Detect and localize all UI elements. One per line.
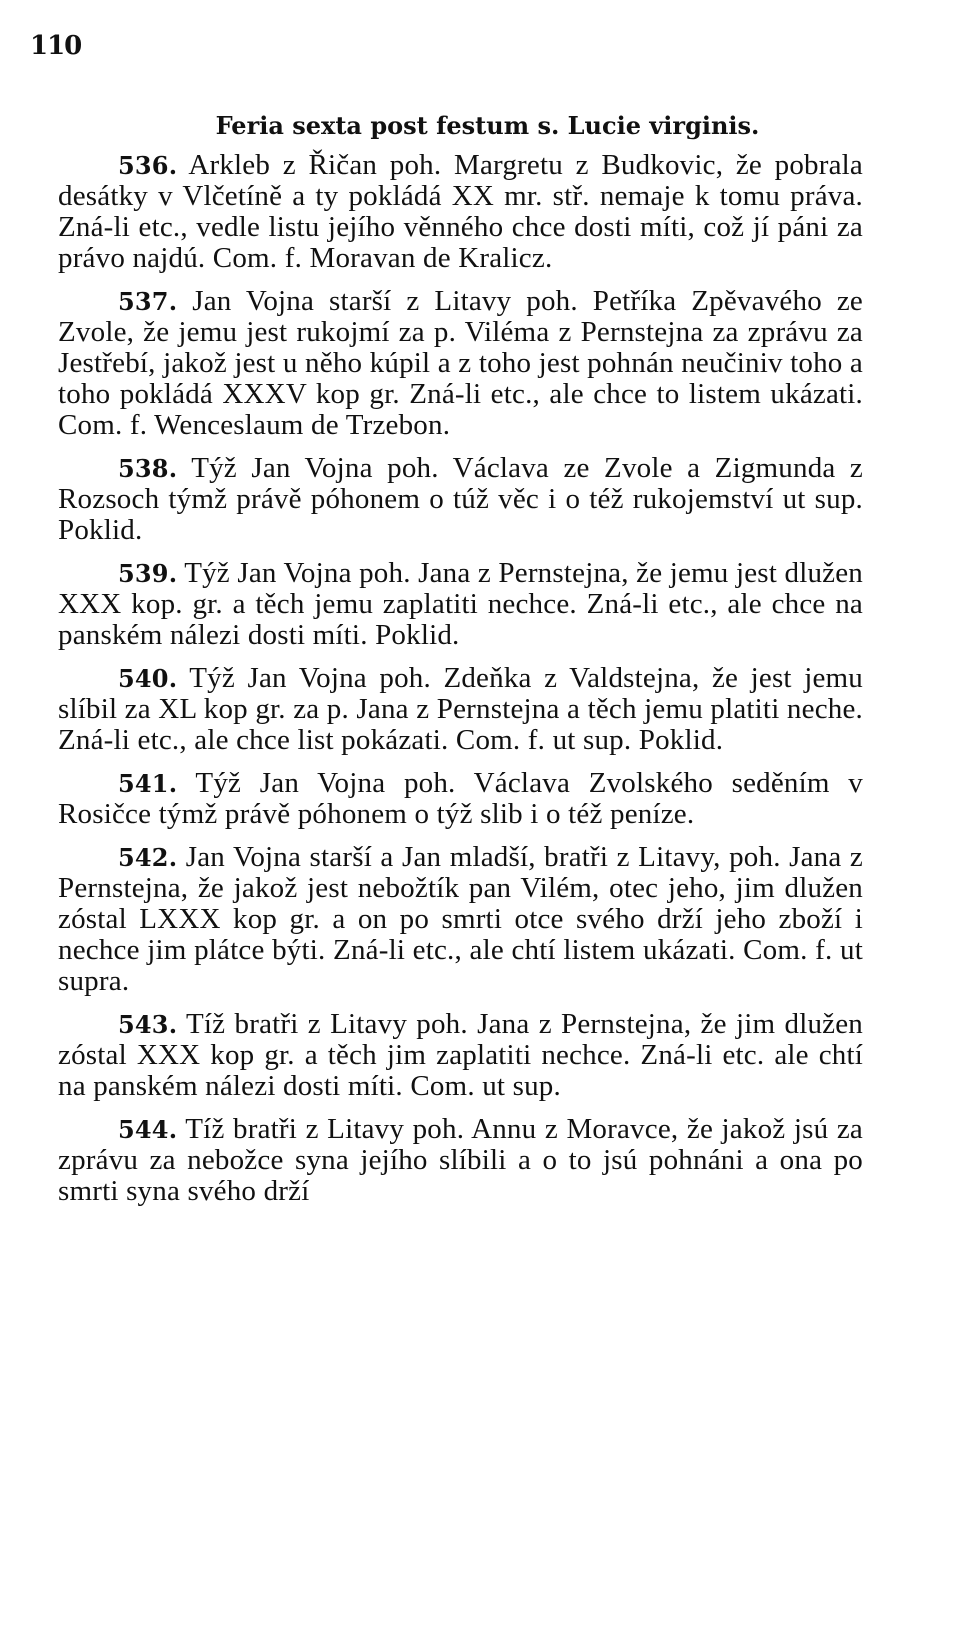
section-heading: Feria sexta post festum s. Lucie virginis.	[215, 111, 760, 140]
entry-541	[58, 768, 863, 830]
entry-number: 542.	[118, 843, 178, 872]
entry-text: Týž Jan Vojna poh. Václava Zvolského seděním v Rosičce týmž právě póhonem o týž slib i o též peníze.	[58, 767, 863, 830]
entry-text: Tíž bratři z Litavy poh. Annu z Moravce, že jakož jsú za zprávu za nebožce syna jejího slíbili a o to jsú pohnáni a ona po smrti syna svého drží	[58, 1113, 863, 1207]
entry-text: Týž Jan Vojna poh. Zdeňka z Valdstejna, že jest jemu slíbil za XL kop gr. za p. Jana z Pernstejna a těch jemu platiti neche. Zná-li etc., ale chce list pokázati. Com. f. ut sup. Poklid.	[58, 662, 863, 756]
entry-number: 540.	[118, 664, 178, 693]
entry-text: Týž Jan Vojna poh. Václava ze Zvole a Zigmunda z Rozsoch týmž právě póhonem o túž věc i o též rukojemství ut sup. Poklid.	[58, 452, 863, 546]
entry-536	[58, 150, 863, 274]
entry-number: 544.	[118, 1115, 178, 1144]
entry-538	[58, 453, 863, 546]
entry-number: 541.	[118, 769, 178, 798]
entry-539	[58, 558, 863, 651]
entry-542	[58, 842, 863, 997]
entry-number: 537.	[118, 287, 178, 316]
entry-537	[58, 286, 863, 441]
entry-544	[58, 1114, 863, 1207]
entry-number: 539.	[118, 559, 178, 588]
entry-text: Tíž bratři z Litavy poh. Jana z Pernstejna, že jim dlužen zóstal XXX kop gr. a těch jim zaplatiti nechce. Zná-li etc. ale chtí na panském nálezi dosti míti. Com. ut sup.	[58, 1008, 863, 1102]
entry-number: 543.	[118, 1010, 178, 1039]
entry-text: Jan Vojna starší a Jan mladší, bratři z Litavy, poh. Jana z Pernstejna, že jakož jest nebožtík pan Vilém, otec jeho, jim dlužen zóstal LXXX kop gr. a on po smrti otce svého drží jeho zboží i nechce jim plátce býti. Zná-li etc., ale chtí listem ukázati. Com. f. ut supra.	[58, 841, 863, 997]
entry-text: Arkleb z Řičan poh. Margretu z Budkovic, že pobrala desátky v Vlčetíně a ty pokládá XX mr. stř. nemaje k tomu práva. Zná-li etc., vedle listu jejího věnného chce dosti míti, což jí páni za právo najdú. Com. f. Moravan de Kralicz.	[58, 149, 863, 274]
entries-list	[58, 150, 863, 1219]
entry-543	[58, 1009, 863, 1102]
entry-540	[58, 663, 863, 756]
entry-text: Jan Vojna starší z Litavy poh. Petříka Zpěvavého ze Zvole, že jemu jest rukojmí za p. Viléma z Pernstejna za zprávu za Jestřebí, jakož jest u něho kúpil a z toho jest pohnán neučiniv toho a toho pokládá XXXV kop gr. Zná-li etc., ale chce to listem ukázati. Com. f. Wenceslaum de Trzebon.	[58, 285, 863, 441]
entry-text: Týž Jan Vojna poh. Jana z Pernstejna, že jemu jest dlužen XXX kop. gr. a těch jemu zaplatiti nechce. Zná-li etc., ale chce na panském nálezi dosti míti. Poklid.	[58, 557, 863, 651]
entry-number: 538.	[118, 454, 178, 483]
entry-number: 536.	[118, 151, 178, 180]
page-number: 110	[30, 31, 82, 61]
